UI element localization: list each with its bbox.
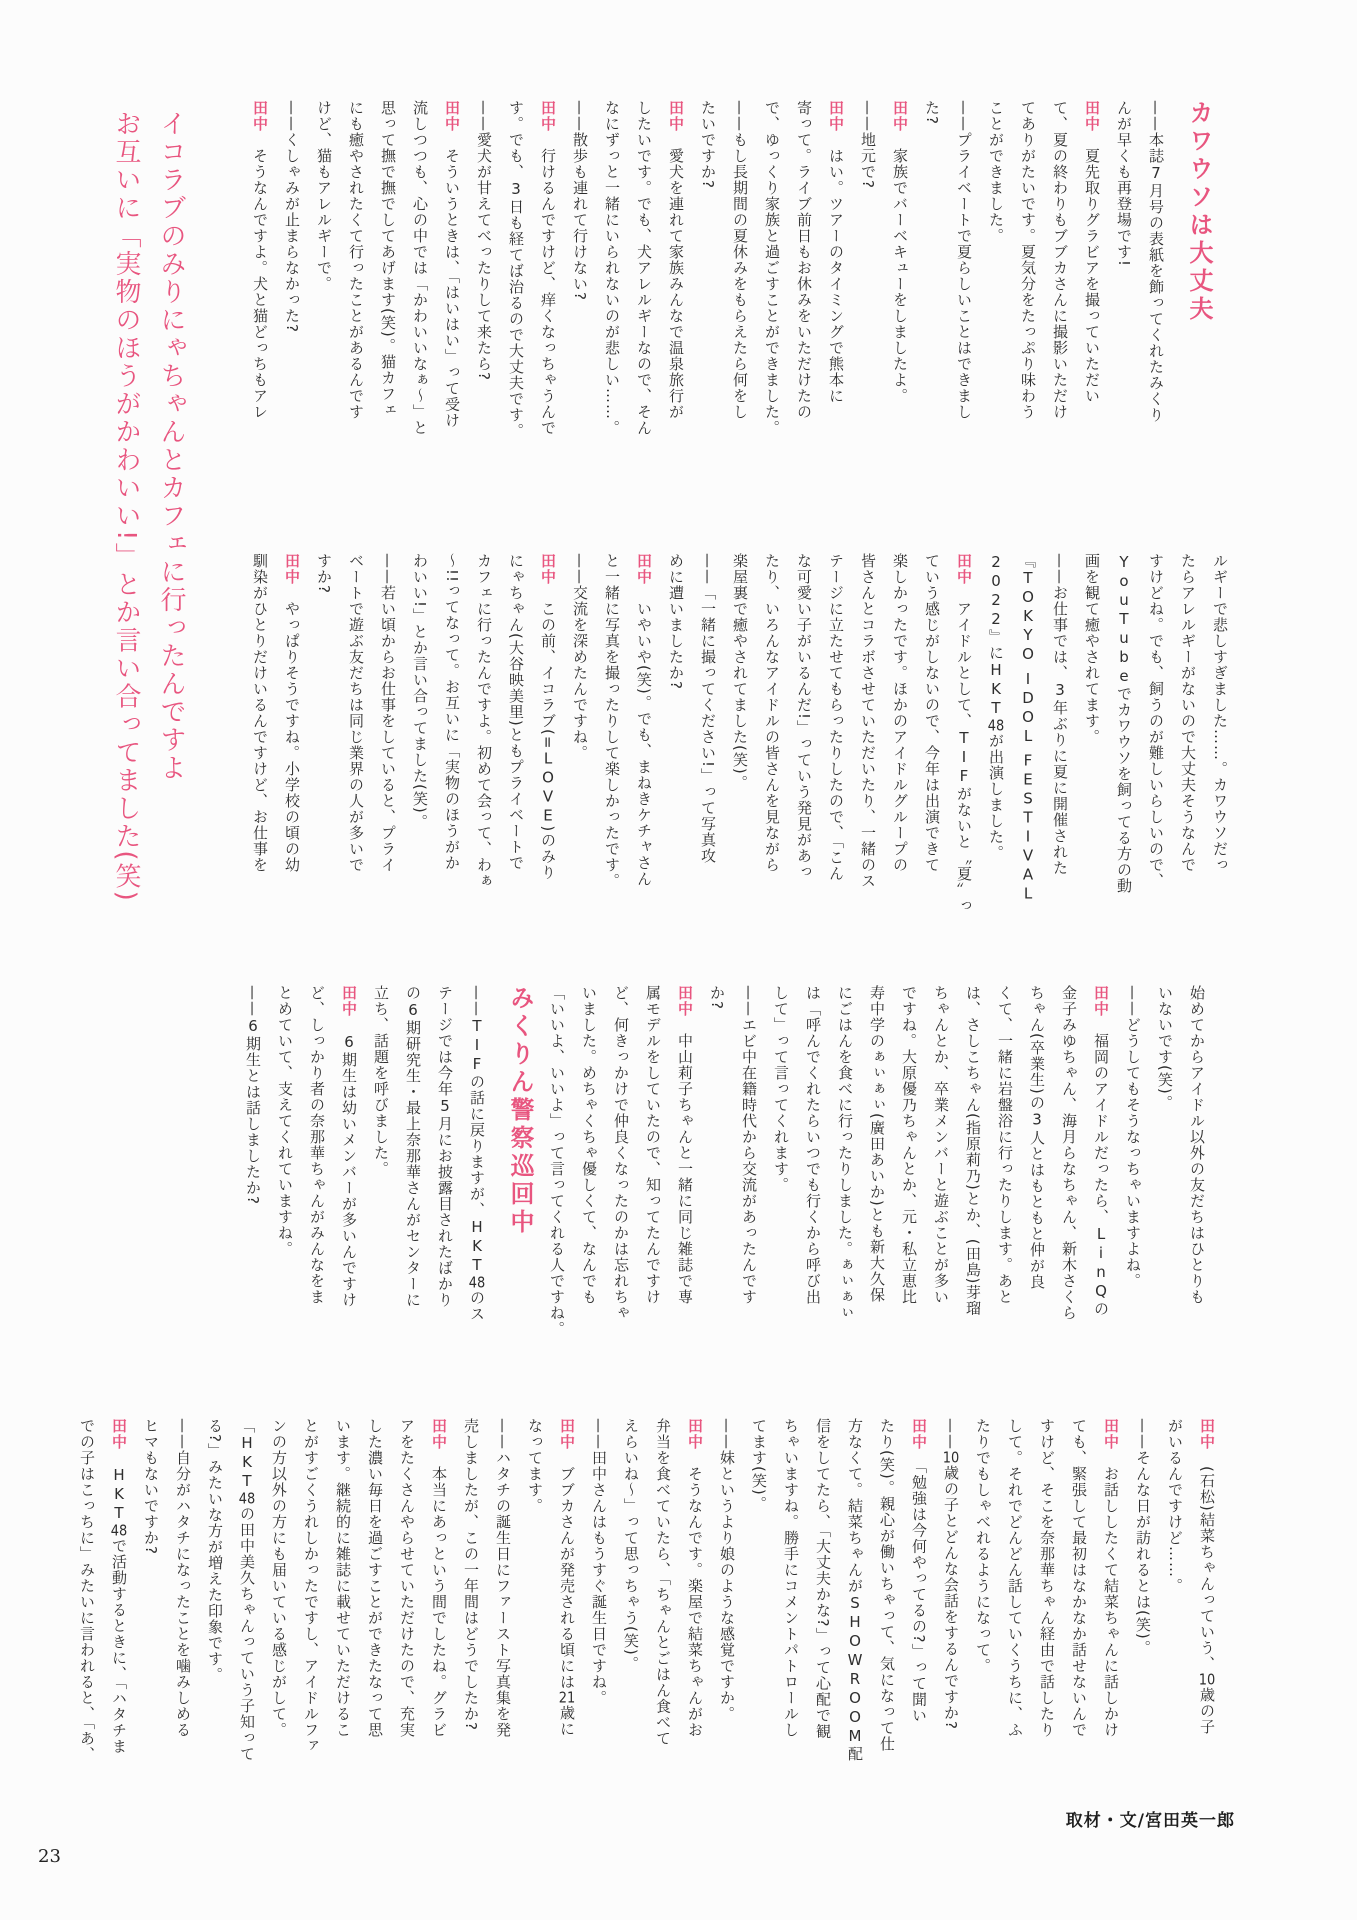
answer-line: 田中 福岡のアイドルだったら、LinQの <box>1092 985 1110 1317</box>
text-column: したいです。でも、犬アレルギーなので、そん <box>635 100 653 436</box>
text-column: にごはんを食べに行ったりしました。ぁぃぁぃ <box>836 985 854 1321</box>
text-column: と一緒に写真を撮ったりして楽しかったです。 <box>603 553 621 889</box>
text-column: わいい!」とか言い合ってました(笑)。 <box>411 553 429 830</box>
interviewer-line: ——TIFの話に戻りますが、HKT48のス <box>468 985 486 1322</box>
answer-line: 田中 家族でバーベキューをしましたよ。 <box>891 100 909 404</box>
text-column: てありがたいです。夏気分をたっぷり味わう <box>1019 100 1037 420</box>
text-column: なってます。 <box>526 1418 544 1514</box>
text-column: けど、猫もアレルギーで。 <box>315 100 333 292</box>
text-column: 売しましたが、この一年間はどうでしたか? <box>462 1418 480 1731</box>
speaker-label: 田中 <box>539 100 557 132</box>
answer-line: 田中 6期生は幼いメンバーが多いんですけ <box>340 985 358 1308</box>
answer-line: 田中 この前、イコラブ(=LOVE)のみり <box>539 553 557 881</box>
text-column: たいですか? <box>699 100 717 189</box>
text-column: た? <box>923 100 941 125</box>
text-column: ちゃんとか、卒業メンバーと遊ぶことが多い <box>932 985 950 1305</box>
speaker-label: 田中 <box>1092 985 1110 1017</box>
text-column: ですね。大原優乃ちゃんとか、元・私立恵比 <box>900 985 918 1305</box>
text-column: す。でも、3日も経てば治るので大丈夫です。 <box>507 100 525 439</box>
speaker-label: 田中 <box>443 100 461 132</box>
text-column: てます(笑)。 <box>750 1418 768 1512</box>
pull-quote-headline <box>95 110 185 990</box>
text-column: 属モデルをしていたので、知ってたんですけ <box>644 985 662 1305</box>
text-column: ベートで遊ぶ友だちは同じ業界の人が多いで <box>347 553 365 873</box>
interviewer-line: ——妹というより娘のような感覚ですか。 <box>718 1418 736 1722</box>
text-column: 信をしてたら、「大丈夫かな?」って心配で観 <box>814 1418 832 1740</box>
text-column: は、さしこちゃん(指原莉乃)とか、(田島)芽瑠 <box>964 985 982 1317</box>
speaker-label: 田中 <box>910 1418 928 1450</box>
interviewer-line: ——そんな日が訪れるとは(笑)。 <box>1134 1418 1152 1656</box>
text-column: 〜!!ってなって。お互いに「実物のほうがか <box>443 553 461 872</box>
text-column: 2022』にHKT48が出演しました。 <box>987 553 1005 861</box>
interviewer-line: ——10歳の子とどんな会話をするんですか? <box>942 1418 960 1730</box>
text-column: 始めてからアイドル以外の友だちはひとりも <box>1188 985 1206 1305</box>
text-column: とがすごくうれしかったですし、アイドルファ <box>302 1418 320 1754</box>
answer-line: 田中 そうなんです。楽屋で結菜ちゃんがお <box>686 1418 704 1738</box>
text-column: えらいね〜」って思っちゃう(笑)。 <box>622 1418 640 1672</box>
answer-line: 田中 ブブカさんが発売される頃には21歳に <box>558 1418 576 1737</box>
section-heading: カワウソは大丈夫 <box>1185 100 1213 324</box>
speaker-label: 田中 <box>558 1418 576 1450</box>
answer-line: 田中 やっぱりそうですね。小学校の頃の幼 <box>283 553 301 873</box>
text-column: 馴染がひとりだけいるんですけど、お仕事を <box>251 553 269 873</box>
answer-line: 田中 いやいや(笑)。でも、まねきケチャさん <box>635 553 653 887</box>
interviewer-line: ——エビ中在籍時代から交流があったんです <box>740 985 758 1305</box>
text-column: たりでもしゃべれるようになって。 <box>974 1418 992 1674</box>
text-column: る?」みたいな方が増えた印象です。 <box>206 1418 224 1683</box>
headline-line-1: イコラブのみりにゃちゃんとカフェに行ったんですよ <box>156 110 186 782</box>
text-column: して」って言ってくれます。 <box>772 985 790 1193</box>
interviewer-line: ——田中さんはもうすぐ誕生日ですね。 <box>590 1418 608 1706</box>
article-tier-2 <box>236 553 1228 941</box>
text-column: たらアレルギーがないので大丈夫そうなんで <box>1179 553 1197 873</box>
text-column: した濃い毎日を過ごすことができたなって思 <box>366 1418 384 1738</box>
text-column: 寄って。ライブ前日もお休みをいただけたの <box>795 100 813 420</box>
speaker-label: 田中 <box>283 553 301 585</box>
text-column: すか? <box>315 553 333 594</box>
text-column: いないです(笑)。 <box>1156 985 1174 1111</box>
interviewer-line: ——どうしてもそうなっちゃいますよね。 <box>1124 985 1142 1289</box>
text-column: 金子みゆちゃん、海月らなちゃん、新木さくら <box>1060 985 1078 1321</box>
answer-line: 田中 HKT48で活動するときに、「ハタチま <box>110 1418 128 1755</box>
text-column: たり(笑)。親心が働いちゃって、気になって仕 <box>878 1418 896 1752</box>
answer-line: 田中 お話ししたくて結菜ちゃんに話しかけ <box>1102 1418 1120 1738</box>
text-column: YouTubeでカワウソを飼ってる方の動 <box>1115 553 1133 894</box>
text-column: テージに立たせてもらったりしたので、「こん <box>827 553 845 882</box>
interviewer-line: ——若い頃からお仕事をしていると、プライ <box>379 553 397 873</box>
speaker-label: 田中 <box>251 100 269 132</box>
text-column: ルギーで悲しすぎました……。カワウソだっ <box>1211 553 1229 873</box>
text-column: すけど、そこを奈那華ちゃん経由で話したり <box>1038 1418 1056 1738</box>
speaker-label: 田中 <box>891 100 909 132</box>
text-column: 画を観て癒やされてます。 <box>1083 553 1101 745</box>
article-tier-4 <box>63 1418 1215 1814</box>
interviewer-line: ——プライベートで夏らしいことはできまし <box>955 100 973 420</box>
speaker-label: 田中 <box>539 553 557 585</box>
text-column: ちゃん(卒業生)の3人とはもともと仲が良 <box>1028 985 1046 1290</box>
interviewer-line: ——「一緒に撮ってください!」って写真攻 <box>699 553 717 865</box>
text-column: 方なくて。結菜ちゃんがSHOWROOM配 <box>846 1418 864 1762</box>
answer-line: 田中 はい。ツアーのタイミングで熊本に <box>827 100 845 404</box>
text-column: の6期研究生・最上奈那華さんがセンターに <box>404 985 422 1308</box>
text-column: ンの方以外の方にも届いている感じがして。 <box>270 1418 288 1738</box>
text-column: ど、何きっかけで仲良くなったのかは忘れちゃ <box>612 985 630 1321</box>
text-column: ちゃいますね。勝手にコメントパトロールし <box>782 1418 800 1738</box>
interviewer-line: ——くしゃみが止まらなかった? <box>283 100 301 333</box>
text-column: なにずっと一緒にいられないのが悲しい……。 <box>603 100 621 436</box>
text-column: がいるんですけど……。 <box>1166 1418 1184 1594</box>
text-column: めに遭いましたか? <box>667 553 685 690</box>
interviewer-line: ——自分がハタチになったことを噛みしめる <box>174 1418 192 1738</box>
answer-line: 田中 愛犬を連れて家族みんなで温泉旅行が <box>667 100 685 420</box>
text-column: で、ゆっくり家族と過ごすことができました。 <box>763 100 781 436</box>
text-column: カフェに行ったんですよ。初めて会って、わぁ <box>475 553 493 889</box>
section-heading: みくりん警察巡回中 <box>506 985 534 1237</box>
credit-line: 取材・文/宮田英一郎 <box>1065 1811 1235 1831</box>
answer-line: 田中 そういうときは、「はいはい」って受け <box>443 100 461 429</box>
interviewer-line: ——本誌7月号の表紙を飾ってくれたみくり <box>1147 100 1165 423</box>
text-column: 「HKT48の田中美久ちゃんっていう子知って <box>238 1418 256 1762</box>
headline-line-2: お互いに「実物のほうがかわいい!」とか言い合ってました(笑) <box>111 110 141 903</box>
text-column: いました。めちゃくちゃ優しくて、なんでも <box>580 985 598 1305</box>
speaker-label: 田中 <box>110 1418 128 1450</box>
interviewer-line: ——愛犬が甘えてべったりして来たら? <box>475 100 493 381</box>
page-number: 23 <box>38 1846 61 1867</box>
text-column: ことができました。 <box>987 100 1005 244</box>
interviewer-line: ——交流を深めたんですね。 <box>571 553 589 761</box>
text-column: は「呼んでくれたらいつでも行くから呼び出 <box>804 985 822 1305</box>
article-tier-3 <box>229 985 1205 1385</box>
text-column: 楽しかったです。ほかのアイドルグループの <box>891 553 909 873</box>
answer-line: 田中 夏先取りグラビアを撮っていただい <box>1083 100 1101 404</box>
text-column: にも癒やされたくて行ったことがあるんです <box>347 100 365 420</box>
answer-line: 田中 本当にあっという間でしたね。グラビ <box>430 1418 448 1738</box>
speaker-label: 田中 <box>955 553 973 585</box>
text-column: ど、しっかり者の奈那華ちゃんがみんなをま <box>308 985 326 1305</box>
text-column: 思って撫で撫でしてあげます(笑)。猫カフェ <box>379 100 397 418</box>
text-column: アをたくさんやらせていただけたので、充実 <box>398 1418 416 1738</box>
speaker-label: 田中 <box>686 1418 704 1450</box>
text-column: 流しつつも、心の中では「かわいいなぁ〜」と <box>411 100 429 436</box>
text-column: すけどね。でも、飼うのが難しいらしいので、 <box>1147 553 1165 889</box>
speaker-label: 田中 <box>827 100 845 132</box>
text-column: にゃちゃん(大谷映美里)ともプライベートで <box>507 553 525 871</box>
text-column: たり、いろんなアイドルの皆さんを見ながら <box>763 553 781 873</box>
speaker-label: 田中 <box>1198 1418 1216 1450</box>
text-column: 「いいよ、いいよ」って言ってくれる人ですね。 <box>548 985 566 1337</box>
interviewer-line: ——ハタチの誕生日にファースト写真集を発 <box>494 1418 512 1738</box>
speaker-label: 田中 <box>430 1418 448 1450</box>
speaker-label: 田中 <box>676 985 694 1017</box>
interviewer-line: ——もし長期間の夏休みをもらえたら何をし <box>731 100 749 420</box>
text-column: での子はこっちに」みたいに言われると、「あ、 <box>78 1418 96 1763</box>
interviewer-line: ——散歩も連れて行けない? <box>571 100 589 301</box>
interviewer-line: ——お仕事では、3年ぶりに夏に開催された <box>1051 553 1069 876</box>
answer-line: 田中 そうなんですよ。犬と猫どっちもアレ <box>251 100 269 420</box>
speaker-label: 田中 <box>667 100 685 132</box>
text-column: して。それでどんどん話していくうちに、ふ <box>1006 1418 1024 1738</box>
text-column: 皆さんとコラボさせていただいたり、一緒のス <box>859 553 877 889</box>
speaker-label: 田中 <box>1102 1418 1120 1450</box>
text-column: 楽屋裏で癒やされてました(笑)。 <box>731 553 749 791</box>
text-column: 弁当を食べていたら、「ちゃんとごはん食べて <box>654 1418 672 1747</box>
text-column: ていう感じがしないので、今年は出演できて <box>923 553 941 873</box>
text-column: テージでは今年5月にお披露目されたばかり <box>436 985 454 1308</box>
answer-line: 田中 「勉強は今何やってるの?」って聞い <box>910 1418 928 1724</box>
answer-line: 田中 中山莉子ちゃんと一緒に同じ雑誌で専 <box>676 985 694 1305</box>
text-column: 『TOKYO IDOL FESTIVAL <box>1019 553 1037 904</box>
speaker-label: 田中 <box>1083 100 1101 132</box>
text-column: とめていて、支えてくれていますね。 <box>276 985 294 1257</box>
answer-line: 田中 (石松)結菜ちゃんっていう、10歳の子 <box>1198 1418 1216 1735</box>
speaker-label: 田中 <box>635 553 653 585</box>
text-column: 寿中学のぁぃぁぃ(廣田あいか)とも新大久保 <box>868 985 886 1303</box>
text-column: 立ち、話題を呼びました。 <box>372 985 390 1177</box>
speaker-label: 田中 <box>340 985 358 1017</box>
text-column: くて、一緒に岩盤浴に行ったりします。あと <box>996 985 1014 1305</box>
text-column: な可愛い子がいるんだ!」っていう発見があっ <box>795 553 813 881</box>
text-column: か? <box>708 985 726 1010</box>
interviewer-line: ——6期生とは話しましたか? <box>244 985 262 1205</box>
text-column: ヒマもないですか? <box>142 1418 160 1555</box>
text-column: います。継続的に雑誌に載せていただけるこ <box>334 1418 352 1738</box>
text-column: て、夏の終わりもブブカさんに撮影いただけ <box>1051 100 1069 420</box>
article-tier-1 <box>236 100 1220 502</box>
text-column: んが早くも再登場です! <box>1115 100 1133 268</box>
text-column: ても、緊張して最初はなかなか話せないんで <box>1070 1418 1088 1738</box>
answer-line: 田中 行けるんですけど、痒くなっちゃうんで <box>539 100 557 436</box>
interviewer-line: ——地元で? <box>859 100 877 189</box>
answer-line: 田中 アイドルとして、TIFがないと〝夏〟っ <box>955 553 973 914</box>
